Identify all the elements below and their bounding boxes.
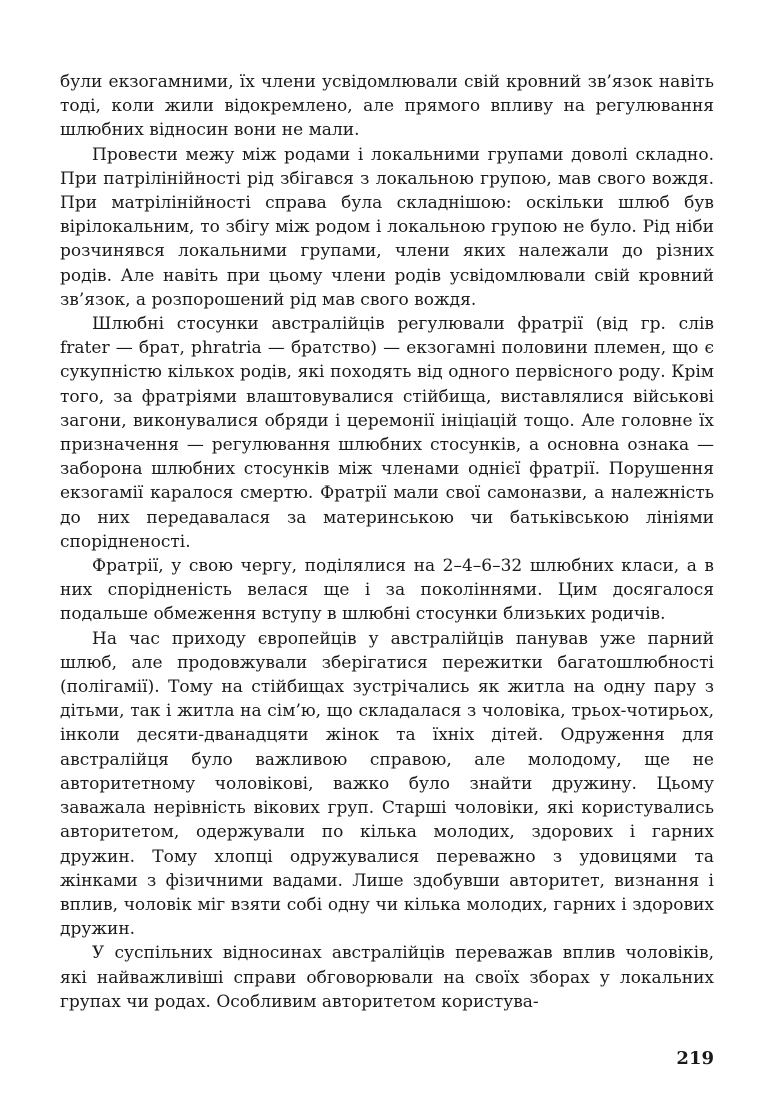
paragraph-phratries: Шлюбні стосунки австралійців регулювали фратрії (від гр. слів frater — брат, phratria — братство) — екзогамні половини племен, що є сукупністю кількох родів, які походять від одного первісного роду. Крім того, за фратріями влаштовувалися стійбища, виставлялися військові загони, виконувалися обряди і церемонії ініціацій тощо. Але головне їх призначення — регулювання шлюбних стосунків, а основна ознака — заборона шлюбних стосунків між членами однієї фратрії. Порушення екзогамії каралося смертю. Фратрії мали свої самоназви, а належність до них передавалася за материнською чи батьківською лініями спорідненості. <box>60 314 714 552</box>
page-number: 219 <box>676 1048 714 1069</box>
paragraph-continuation: були екзогамними, їх члени усвідомлювали свій кровний зв’язок навіть тоді, коли жили відокремлено, але прямого впливу на регулювання шлюбних відносин вони не мали. <box>60 72 714 141</box>
paragraph-clans-local-groups: Провести межу між родами і локальними групами доволі складно. При патрілінійності рід збігався з локальною групою, мав свого вождя. При матрілінійності справа була складнішою: оскільки шлюб був вірілокальним, то збігу між родом і локальною групою не було. Рід ніби розчинявся локальними групами, члени яких належали до різних родів. Але навіть при цьому члени родів усвідомлювали свій кровний зв’язок, а розпорошений рід мав свого вождя. <box>60 144 714 310</box>
body-text <box>60 70 714 1014</box>
paragraph-marriage-classes: Фратрії, у свою чергу, поділялися на 2–4–6–32 шлюбних класи, а в них спорідненість велася ще і за поколіннями. Цим досягалося подальше обмеження вступу в шлюбні стосунки близьких родичів. <box>60 556 714 625</box>
paragraph-social-relations: У суспільних відносинах австралійців переважав вплив чоловіків, які найважливіші справи обговорювали на своїх зборах у локальних групах чи родах. Особливим авторитетом користува- <box>60 943 714 1012</box>
paragraph-pair-marriage: На час приходу європейців у австралійців панував уже парний шлюб, але продовжували зберігатися пережитки багатошлюбності (полігамії). Тому на стійбищах зустрічались як житла на одну пару з дітьми, так і житла на сім’ю, що складалася з чоловіка, трьох-чотирьох, інколи десяти-дванадцяти жінок та їхніх дітей. Одруження для австралійця було важливою справою, але молодому, ще не авторитетному чоловікові, важко було знайти дружину. Цьому заважала нерівність вікових груп. Старші чоловіки, які користувались авторитетом, одержували по кілька молодих, здорових і гарних дружин. Тому хлопці одружувалися переважно з удовицями та жінками з фізичними вадами. Лише здобувши авторитет, визнання і вплив, чоловік міг взяти собі одну чи кілька молодих, гарних і здорових дружин. <box>60 628 714 940</box>
